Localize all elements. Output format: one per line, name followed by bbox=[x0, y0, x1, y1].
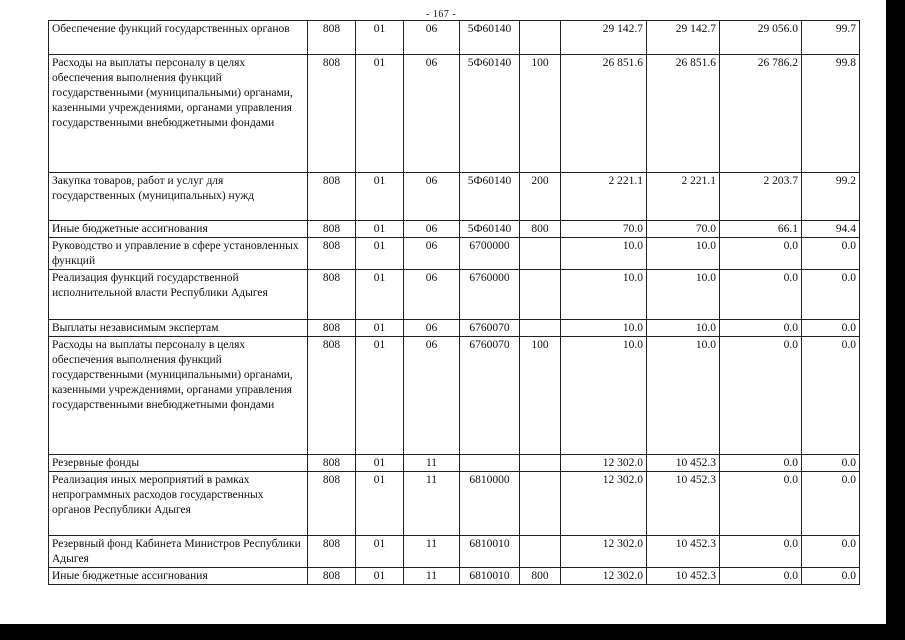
ministry-code: 808 bbox=[308, 455, 356, 472]
execution-percent: 0.0 bbox=[802, 455, 860, 472]
target-article-code: 6810010 bbox=[460, 536, 520, 568]
expense-type-code bbox=[520, 270, 561, 320]
executed-amount: 0.0 bbox=[720, 238, 802, 270]
budget-item-name: Обеспечение функций государственных органов bbox=[49, 21, 308, 55]
approved-amount: 12 302.0 bbox=[561, 536, 647, 568]
subsection-code: 11 bbox=[404, 568, 460, 585]
execution-percent: 94.4 bbox=[802, 221, 860, 238]
expense-type-code: 200 bbox=[520, 173, 561, 221]
table-row bbox=[49, 568, 860, 585]
approved-amount: 12 302.0 bbox=[561, 568, 647, 585]
executed-amount: 0.0 bbox=[720, 536, 802, 568]
ministry-code: 808 bbox=[308, 21, 356, 55]
expense-type-code bbox=[520, 21, 561, 55]
refined-amount: 26 851.6 bbox=[647, 55, 720, 173]
ministry-code: 808 bbox=[308, 221, 356, 238]
budget-item-name: Расходы на выплаты персоналу в целях обеспечения выполнения функций государственными (муниципальными) органами, казенными учреждениями, органами управления государственными внебюджетными фондами bbox=[49, 55, 308, 173]
ministry-code: 808 bbox=[308, 320, 356, 337]
section-code: 01 bbox=[356, 568, 404, 585]
section-code: 01 bbox=[356, 173, 404, 221]
budget-table bbox=[48, 20, 860, 585]
table-row bbox=[49, 536, 860, 568]
refined-amount: 70.0 bbox=[647, 221, 720, 238]
table-row bbox=[49, 472, 860, 536]
execution-percent: 0.0 bbox=[802, 238, 860, 270]
executed-amount: 0.0 bbox=[720, 337, 802, 455]
section-code: 01 bbox=[356, 472, 404, 536]
execution-percent: 99.2 bbox=[802, 173, 860, 221]
section-code: 01 bbox=[356, 55, 404, 173]
budget-item-name: Руководство и управление в сфере установленных функций bbox=[49, 238, 308, 270]
budget-item-name: Реализация функций государственной исполнительной власти Республики Адыгея bbox=[49, 270, 308, 320]
expense-type-code: 100 bbox=[520, 337, 561, 455]
section-code: 01 bbox=[356, 337, 404, 455]
subsection-code: 11 bbox=[404, 536, 460, 568]
expense-type-code bbox=[520, 320, 561, 337]
ministry-code: 808 bbox=[308, 536, 356, 568]
expense-type-code bbox=[520, 455, 561, 472]
refined-amount: 29 142.7 bbox=[647, 21, 720, 55]
budget-item-name: Иные бюджетные ассигнования bbox=[49, 568, 308, 585]
approved-amount: 2 221.1 bbox=[561, 173, 647, 221]
section-code: 01 bbox=[356, 536, 404, 568]
ministry-code: 808 bbox=[308, 337, 356, 455]
expense-type-code: 800 bbox=[520, 221, 561, 238]
budget-item-name: Резервный фонд Кабинета Министров Республики Адыгея bbox=[49, 536, 308, 568]
table-row bbox=[49, 455, 860, 472]
section-code: 01 bbox=[356, 238, 404, 270]
subsection-code: 06 bbox=[404, 173, 460, 221]
executed-amount: 29 056.0 bbox=[720, 21, 802, 55]
target-article-code: 6810010 bbox=[460, 568, 520, 585]
target-article-code: 5Ф60140 bbox=[460, 173, 520, 221]
target-article-code: 5Ф60140 bbox=[460, 55, 520, 173]
table-row bbox=[49, 221, 860, 238]
subsection-code: 06 bbox=[404, 270, 460, 320]
executed-amount: 0.0 bbox=[720, 568, 802, 585]
table-row bbox=[49, 270, 860, 320]
page-number: - 167 - bbox=[426, 9, 457, 20]
refined-amount: 10 452.3 bbox=[647, 472, 720, 536]
table-row bbox=[49, 337, 860, 455]
execution-percent: 99.8 bbox=[802, 55, 860, 173]
executed-amount: 0.0 bbox=[720, 320, 802, 337]
table-row bbox=[49, 21, 860, 55]
ministry-code: 808 bbox=[308, 568, 356, 585]
executed-amount: 26 786.2 bbox=[720, 55, 802, 173]
refined-amount: 10.0 bbox=[647, 337, 720, 455]
target-article-code: 6760070 bbox=[460, 337, 520, 455]
refined-amount: 10 452.3 bbox=[647, 536, 720, 568]
subsection-code: 06 bbox=[404, 320, 460, 337]
expense-type-code: 100 bbox=[520, 55, 561, 173]
budget-item-name: Иные бюджетные ассигнования bbox=[49, 221, 308, 238]
ministry-code: 808 bbox=[308, 238, 356, 270]
table-row bbox=[49, 238, 860, 270]
section-code: 01 bbox=[356, 221, 404, 238]
target-article-code: 6810000 bbox=[460, 472, 520, 536]
subsection-code: 11 bbox=[404, 455, 460, 472]
approved-amount: 29 142.7 bbox=[561, 21, 647, 55]
section-code: 01 bbox=[356, 455, 404, 472]
executed-amount: 2 203.7 bbox=[720, 173, 802, 221]
execution-percent: 0.0 bbox=[802, 337, 860, 455]
target-article-code: 6760070 bbox=[460, 320, 520, 337]
section-code: 01 bbox=[356, 21, 404, 55]
scan-edge-right bbox=[886, 0, 905, 640]
approved-amount: 26 851.6 bbox=[561, 55, 647, 173]
refined-amount: 10.0 bbox=[647, 238, 720, 270]
section-code: 01 bbox=[356, 270, 404, 320]
ministry-code: 808 bbox=[308, 173, 356, 221]
execution-percent: 99.7 bbox=[802, 21, 860, 55]
target-article-code: 6700000 bbox=[460, 238, 520, 270]
scan-edge-bottom bbox=[0, 624, 905, 640]
expense-type-code: 800 bbox=[520, 568, 561, 585]
subsection-code: 06 bbox=[404, 21, 460, 55]
approved-amount: 70.0 bbox=[561, 221, 647, 238]
subsection-code: 06 bbox=[404, 337, 460, 455]
approved-amount: 12 302.0 bbox=[561, 455, 647, 472]
target-article-code: 5Ф60140 bbox=[460, 221, 520, 238]
table-row bbox=[49, 55, 860, 173]
ministry-code: 808 bbox=[308, 472, 356, 536]
target-article-code bbox=[460, 455, 520, 472]
executed-amount: 0.0 bbox=[720, 472, 802, 536]
refined-amount: 10 452.3 bbox=[647, 568, 720, 585]
ministry-code: 808 bbox=[308, 55, 356, 173]
execution-percent: 0.0 bbox=[802, 568, 860, 585]
approved-amount: 10.0 bbox=[561, 337, 647, 455]
table-row bbox=[49, 320, 860, 337]
budget-item-name: Выплаты независимым экспертам bbox=[49, 320, 308, 337]
approved-amount: 10.0 bbox=[561, 270, 647, 320]
ministry-code: 808 bbox=[308, 270, 356, 320]
subsection-code: 11 bbox=[404, 472, 460, 536]
approved-amount: 10.0 bbox=[561, 320, 647, 337]
budget-item-name: Резервные фонды bbox=[49, 455, 308, 472]
executed-amount: 66.1 bbox=[720, 221, 802, 238]
subsection-code: 06 bbox=[404, 221, 460, 238]
refined-amount: 10.0 bbox=[647, 270, 720, 320]
refined-amount: 10.0 bbox=[647, 320, 720, 337]
executed-amount: 0.0 bbox=[720, 455, 802, 472]
section-code: 01 bbox=[356, 320, 404, 337]
refined-amount: 2 221.1 bbox=[647, 173, 720, 221]
expense-type-code bbox=[520, 238, 561, 270]
budget-item-name: Закупка товаров, работ и услуг для государственных (муниципальных) нужд bbox=[49, 173, 308, 221]
execution-percent: 0.0 bbox=[802, 270, 860, 320]
subsection-code: 06 bbox=[404, 238, 460, 270]
executed-amount: 0.0 bbox=[720, 270, 802, 320]
budget-item-name: Расходы на выплаты персоналу в целях обеспечения выполнения функций государственными (муниципальными) органами, казенными учреждениями, органами управления государственными внебюджетными фондами bbox=[49, 337, 308, 455]
expense-type-code bbox=[520, 536, 561, 568]
target-article-code: 5Ф60140 bbox=[460, 21, 520, 55]
execution-percent: 0.0 bbox=[802, 320, 860, 337]
execution-percent: 0.0 bbox=[802, 536, 860, 568]
subsection-code: 06 bbox=[404, 55, 460, 173]
approved-amount: 10.0 bbox=[561, 238, 647, 270]
execution-percent: 0.0 bbox=[802, 472, 860, 536]
approved-amount: 12 302.0 bbox=[561, 472, 647, 536]
target-article-code: 6760000 bbox=[460, 270, 520, 320]
refined-amount: 10 452.3 bbox=[647, 455, 720, 472]
expense-type-code bbox=[520, 472, 561, 536]
budget-item-name: Реализация иных мероприятий в рамках непрограммных расходов государственных органов Республики Адыгея bbox=[49, 472, 308, 536]
table-row bbox=[49, 173, 860, 221]
